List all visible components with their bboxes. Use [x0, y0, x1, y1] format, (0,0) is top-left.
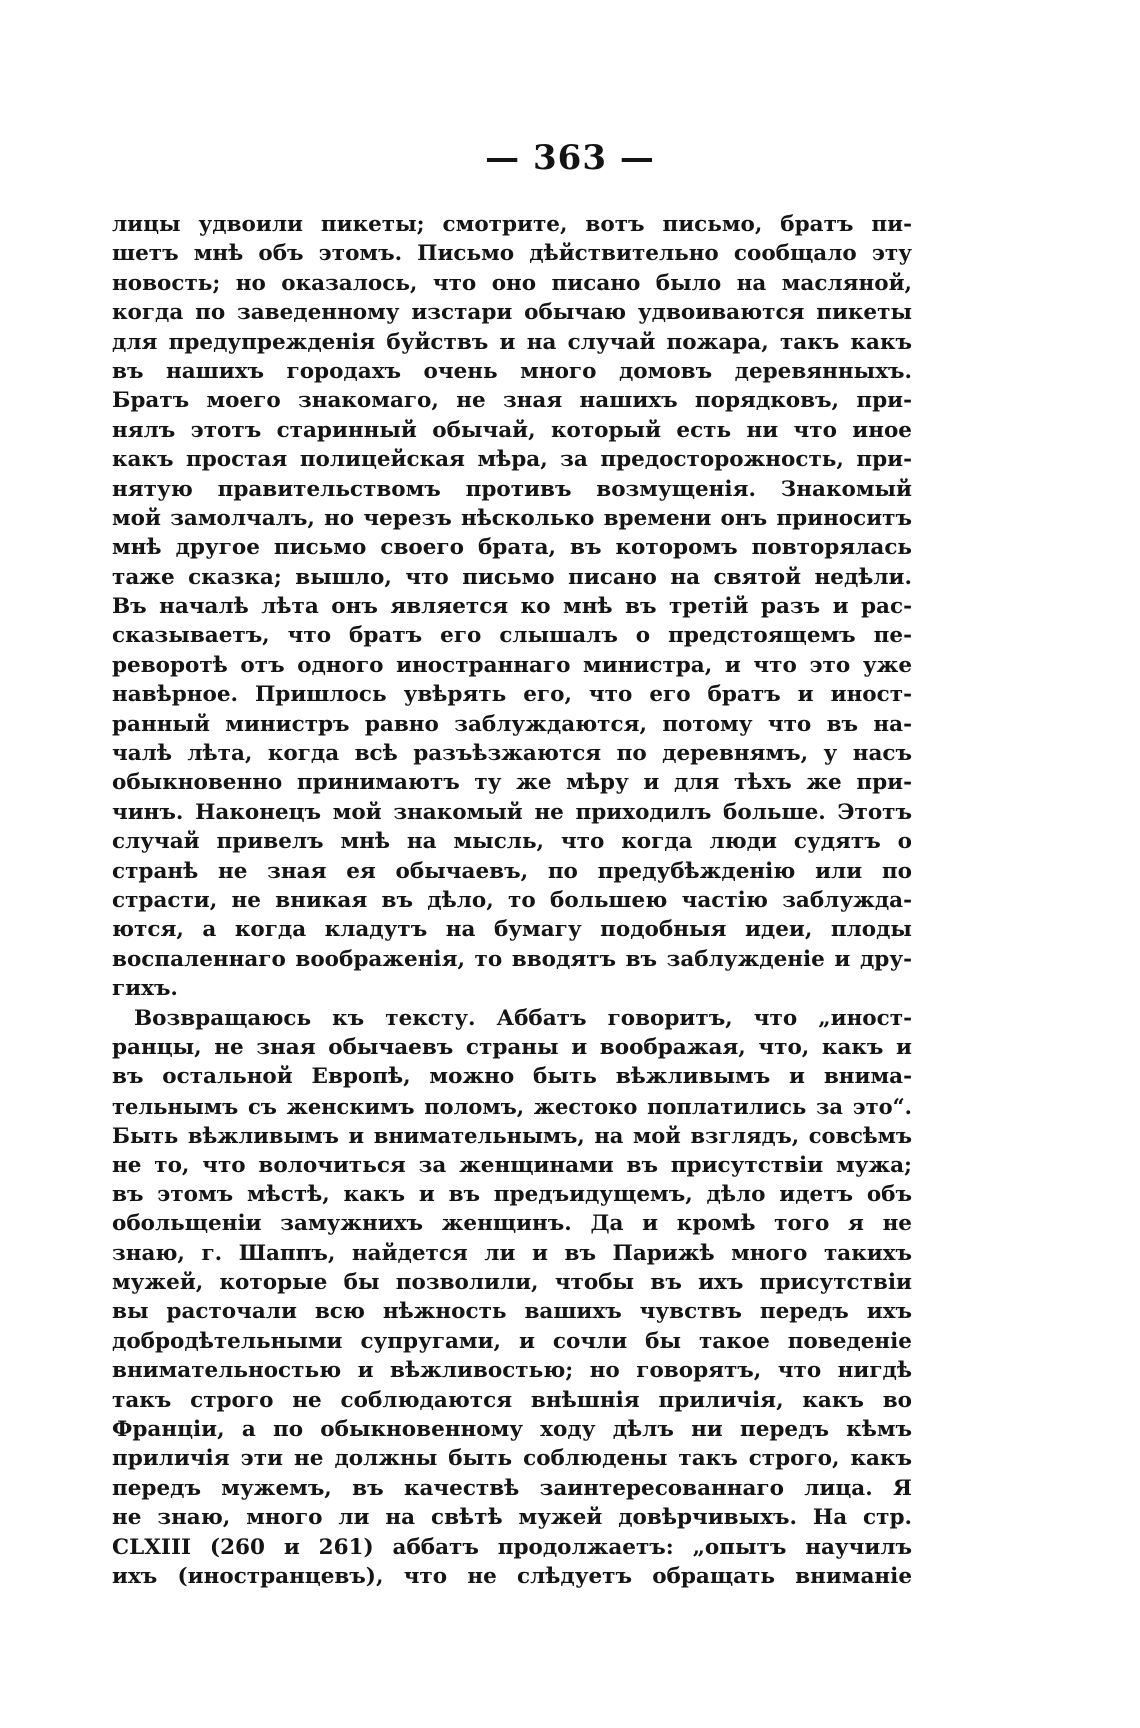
text-line: воспаленнаго воображенія, то вводятъ въ заблужденіе и дру- [112, 946, 912, 972]
text-line: вы расточали всю нѣжность вашихъ чувствъ передъ ихъ [112, 1299, 912, 1325]
text-line: мнѣ другое письмо своего брата, въ которомъ повторялась [112, 535, 912, 561]
text-line: навѣрное. Пришлось увѣрять его, что его братъ и иност- [112, 682, 912, 708]
body-text [112, 210, 912, 1591]
text-line: ются, а когда кладутъ на бумагу подобныя идеи, плоды [112, 917, 912, 943]
text-line: для предупрежденія буйствъ и на случай пожара, такъ какъ [112, 329, 912, 355]
text-line: обольщеніи замужнихъ женщинъ. Да и кромѣ того я не [112, 1211, 912, 1237]
text-line: шетъ мнѣ объ этомъ. Письмо дѣйствительно сообщало эту [112, 241, 912, 267]
text-line: Братъ моего знакомаго, не зная нашихъ порядковъ, при- [112, 388, 912, 414]
text-line: нятую правительствомъ противъ возмущенія. Знакомый [112, 476, 912, 502]
text-line: тельнымъ съ женскимъ поломъ, жестоко поплатились за это“. [112, 1093, 912, 1119]
text-line: страсти, не вникая въ дѣло, то большею частію заблужда- [112, 887, 912, 913]
text-line: въ этомъ мѣстѣ, какъ и въ предъидущемъ, дѣло идетъ объ [112, 1181, 912, 1207]
text-line-paragraph-start: Возвращаюсь къ тексту. Аббатъ говоритъ, что „иност- [134, 1005, 912, 1031]
text-line: Быть вѣжливымъ и внимательнымъ, на мой взглядъ, совсѣмъ [112, 1123, 912, 1149]
text-line: передъ мужемъ, въ качествѣ заинтересованнаго лица. Я [112, 1475, 912, 1501]
text-line: ранцы, не зная обычаевъ страны и воображая, что, какъ и [112, 1034, 912, 1060]
page-number: — 363 — [485, 138, 655, 178]
text-line: приличія эти не должны быть соблюдены такъ строго, какъ [112, 1446, 912, 1472]
text-line: какъ простая полицейская мѣра, за предосторожность, при- [112, 447, 912, 473]
text-line: чинъ. Наконецъ мой знакомый не приходилъ больше. Этотъ [112, 799, 912, 825]
text-line: реворотѣ отъ одного иностраннаго министра, и что это уже [112, 652, 912, 678]
text-line-paragraph-end: гихъ. [112, 976, 178, 1002]
text-line: въ нашихъ городахъ очень много домовъ деревянныхъ. [112, 358, 912, 384]
text-line: CLXIII (260 и 261) аббатъ продолжаетъ: „опытъ научилъ [112, 1534, 912, 1560]
text-line: такъ строго не соблюдаются внѣшнія приличія, какъ во [112, 1387, 912, 1413]
text-line: ихъ (иностранцевъ), что не слѣдуетъ обращать вниманіе [112, 1563, 912, 1589]
text-line: сказываетъ, что братъ его слышалъ о предстоящемъ пе- [112, 623, 912, 649]
text-line: нялъ этотъ старинный обычай, который есть ни что иное [112, 417, 912, 443]
text-line: не знаю, много ли на свѣтѣ мужей довѣрчивыхъ. На стр. [112, 1505, 912, 1531]
text-line: въ остальной Европѣ, можно быть вѣжливымъ и внима- [112, 1064, 912, 1090]
text-line: таже сказка; вышло, что письмо писано на святой недѣли. [112, 564, 912, 590]
text-line: добродѣтельными супругами, и сочли бы такое поведеніе [112, 1328, 912, 1354]
text-line: внимательностью и вѣжливостью; но говорятъ, что нигдѣ [112, 1358, 912, 1384]
text-line: обыкновенно принимаютъ ту же мѣру и для тѣхъ же при- [112, 770, 912, 796]
text-line: мой замолчалъ, но черезъ нѣсколько времени онъ приноситъ [112, 505, 912, 531]
text-line: ранный министръ равно заблуждаются, потому что въ на- [112, 711, 912, 737]
text-line: Въ началѣ лѣта онъ является ко мнѣ въ третій разъ и рас- [112, 594, 912, 620]
text-line: лицы удвоили пикеты; смотрите, вотъ письмо, братъ пи- [112, 212, 912, 237]
text-line: мужей, которые бы позволили, чтобы въ ихъ присутствіи [112, 1270, 912, 1296]
text-line: странѣ не зная ея обычаевъ, по предубѣжденію или по [112, 858, 912, 884]
text-line: Франціи, а по обыкновенному ходу дѣлъ ни передъ кѣмъ [112, 1417, 912, 1443]
text-line: чалѣ лѣта, когда всѣ разъѣзжаются по деревнямъ, у насъ [112, 741, 912, 767]
text-line: случай привелъ мнѣ на мысль, что когда люди судятъ о [112, 829, 912, 855]
text-line: не то, что волочиться за женщинами въ присутствіи мужа; [112, 1152, 912, 1178]
text-line: знаю, г. Шаппъ, найдется ли и въ Парижѣ много такихъ [112, 1240, 912, 1266]
text-line: новость; но оказалось, что оно писано было на масляной, [112, 270, 912, 296]
text-line: когда по заведенному изстари обычаю удвоиваются пикеты [112, 300, 912, 326]
